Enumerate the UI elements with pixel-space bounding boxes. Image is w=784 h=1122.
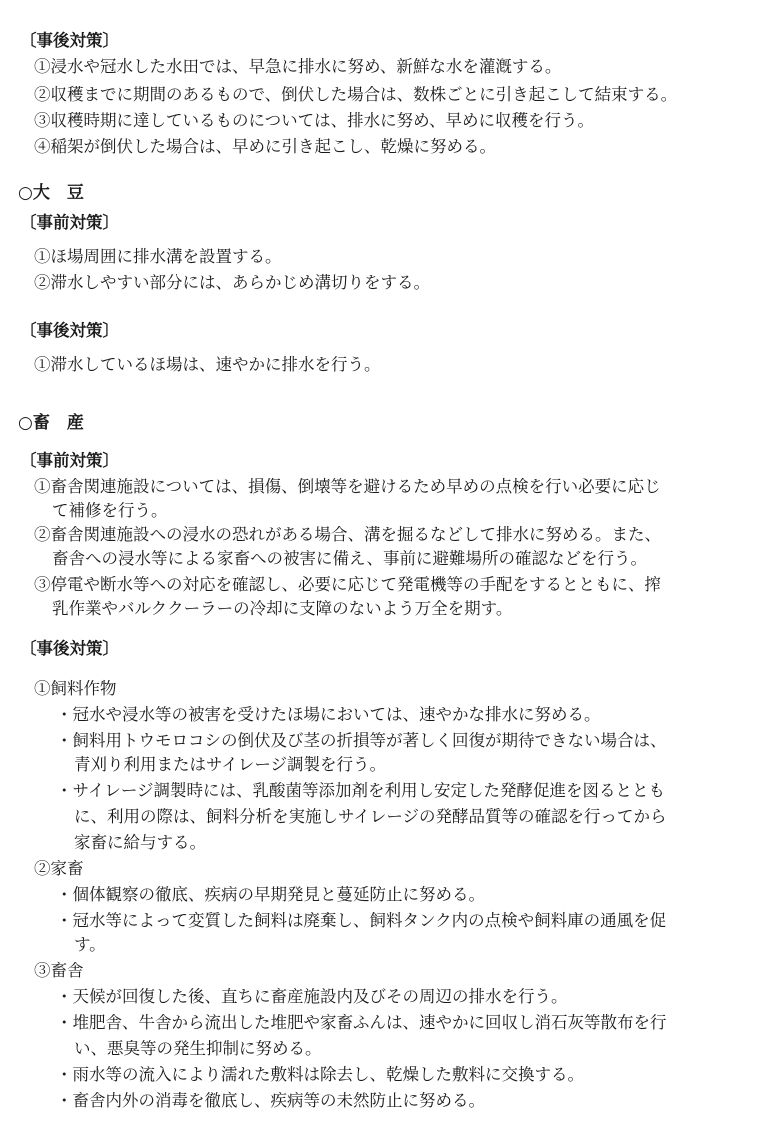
rice-after-item-2: ②収穫までに期間のあるもので、倒伏した場合は、数株ごとに引き起こして結束する。	[34, 85, 678, 104]
soybean-after-item-1: ①滞水しているほ場は、速やかに排水を行う。	[34, 355, 381, 374]
soybean-section-title: ○大 豆	[18, 183, 84, 203]
feed-crops-label: ①飼料作物	[34, 679, 117, 698]
livestock-before-item-1: ①畜舎関連施設については、損傷、倒壊等を避けるため早めの点検を行い必要に応じ	[34, 477, 661, 496]
feed-crops-bullet-2: ・飼料用トウモロコシの倒伏及び茎の折損等が著しく回復が期待できない場合は、	[56, 731, 667, 750]
rice-after-item-1: ①浸水や冠水した水田では、早急に排水に努め、新鮮な水を灌漑する。	[34, 57, 562, 76]
soybean-before-item-2: ②滞水しやすい部分には、あらかじめ溝切りをする。	[34, 273, 430, 292]
livestock-group-label: ②家畜	[34, 859, 84, 878]
feed-crops-bullet-1: ・冠水や浸水等の被害を受けたほ場においては、速やかな排水に努める。	[56, 705, 601, 724]
livestock-before-item-3: ③停電や断水等への対応を確認し、必要に応じて発電機等の手配をするとともに、搾	[34, 575, 661, 594]
barn-bullet-1: ・天候が回復した後、直ちに畜産施設内及びその周辺の排水を行う。	[56, 987, 568, 1006]
livestock-before-item-2: ②畜舎関連施設への浸水の恐れがある場合、溝を掘るなどして排水に努める。また、	[34, 525, 661, 544]
livestock-before-heading: 〔事前対策〕	[20, 451, 119, 470]
barn-bullet-3: ・雨水等の流入により濡れた敷料は除去し、乾燥した敷料に交換する。	[56, 1065, 584, 1084]
livestock-before-item-1-cont: て補修を行う。	[52, 501, 168, 520]
livestock-before-item-2-cont: 畜舎への浸水等による家畜への被害に備え、事前に避難場所の確認などを行う。	[52, 549, 647, 568]
barn-bullet-4: ・畜舎内外の消毒を徹底し、疾病等の未然防止に努める。	[56, 1091, 485, 1110]
rice-after-item-3: ③収穫時期に達しているものについては、排水に努め、早めに収穫を行う。	[34, 111, 595, 130]
soybean-before-heading: 〔事前対策〕	[20, 213, 119, 232]
feed-crops-bullet-3: ・サイレージ調製時には、乳酸菌等添加剤を利用し安定した発酵促進を図るととも	[56, 781, 666, 800]
livestock-bullet-2-cont: す。	[74, 935, 106, 954]
livestock-after-heading: 〔事後対策〕	[20, 639, 119, 658]
feed-crops-bullet-2-cont: 青刈り利用またはサイレージ調製を行う。	[74, 755, 387, 774]
livestock-bullet-1: ・個体観察の徹底、疾病の早期発見と蔓延防止に努める。	[56, 885, 485, 904]
feed-crops-bullet-3-cont-1: に、利用の際は、飼料分析を実施しサイレージの発酵品質等の確認を行ってから	[74, 807, 667, 826]
rice-after-item-4: ④稲架が倒伏した場合は、早めに引き起こし、乾燥に努める。	[34, 137, 496, 156]
livestock-before-item-3-cont: 乳作業やバルククーラーの冷却に支障のないよう万全を期す。	[52, 599, 513, 618]
barn-bullet-2: ・堆肥舎、牛舎から流出した堆肥や家畜ふんは、速やかに回収し消石灰等散布を行	[56, 1013, 667, 1032]
soybean-after-heading: 〔事後対策〕	[20, 321, 119, 340]
rice-after-heading: 〔事後対策〕	[20, 31, 119, 50]
soybean-before-item-1: ①ほ場周囲に排水溝を設置する。	[34, 247, 282, 266]
barn-bullet-2-cont: い、悪臭等の発生抑制に努める。	[74, 1039, 322, 1058]
livestock-section-title: ○畜 産	[18, 413, 84, 433]
feed-crops-bullet-3-cont-2: 家畜に給与する。	[74, 833, 206, 852]
livestock-bullet-2: ・冠水等によって変質した飼料は廃棄し、飼料タンク内の点検や飼料庫の通風を促	[56, 911, 667, 930]
barn-group-label: ③畜舎	[34, 961, 84, 980]
